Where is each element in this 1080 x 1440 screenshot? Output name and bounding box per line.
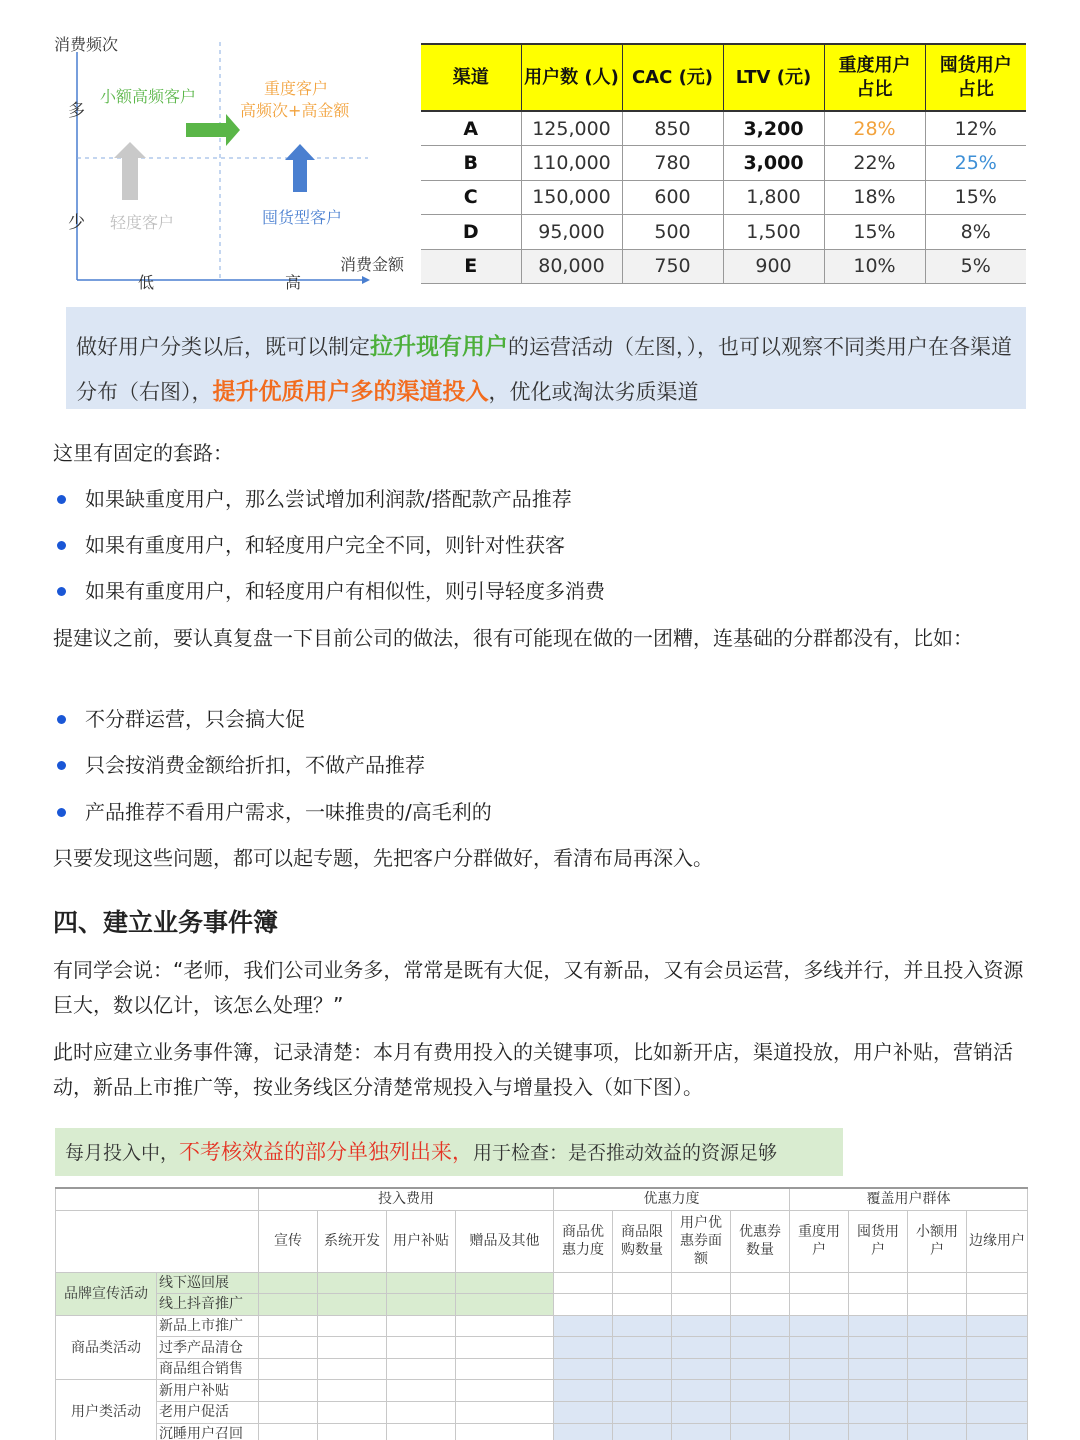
bullet-dot (57, 541, 66, 550)
item-cell: 过季产品清仓 (157, 1337, 259, 1359)
table-cell: E (421, 249, 521, 284)
col-header: 优惠券数量 (731, 1210, 790, 1272)
table-cell: 22% (824, 146, 925, 181)
table-cell: 80,000 (521, 249, 622, 284)
table-row (56, 1423, 1028, 1440)
col-header: 重度用户 (790, 1210, 849, 1272)
header-corner (56, 1188, 259, 1210)
table-cell: D (421, 215, 521, 250)
highlight-orange: 提升优质用户多的渠道投入 (212, 379, 489, 405)
paragraph: 只要发现这些问题，都可以起专题，先把客户分群做好，看清布局再深入。 (53, 846, 713, 870)
col-header: 用户补贴 (387, 1210, 456, 1272)
col-header: 用户优惠券面额 (672, 1210, 731, 1272)
table-cell: 3,000 (723, 146, 824, 181)
bullet-dot (57, 808, 66, 817)
table-row (56, 1315, 1028, 1337)
customer-quadrant-figure (50, 30, 420, 295)
green-right-arrow (186, 114, 240, 146)
business-events-table (55, 1187, 1028, 1440)
table-cell: 10% (824, 249, 925, 284)
item-cell: 新用户补贴 (157, 1380, 259, 1402)
table-cell: 125,000 (521, 111, 622, 146)
summary-note: 做好用户分类以后，既可以制定拉升现有用户的运营活动（左图，），也可以观察不同类用户在各渠道分布（右图），提升优质用户多的渠道投入，优化或淘汰劣质渠道 (66, 307, 1026, 409)
paragraph: 此时应建立业务事件簿，记录清楚：本月有费用投入的关键事项，比如新开店，渠道投放，用户补贴，营销活动，新品上市推广等，按业务线区分清楚常规投入与增量投入（如下图）。 (53, 1040, 1013, 1099)
highlight-green: 拉升现有用户 (370, 334, 508, 360)
item-cell: 沉睡用户召回 (157, 1423, 259, 1440)
bullet-dot (57, 715, 66, 724)
paragraph: 有同学会说：“老师，我们公司业务多，常常是既有大促，又有新品，又有会员运营，多线并行，并且投入资源巨大，数以亿计，该怎么处理？” (53, 958, 1024, 1017)
y-high-label: 多 (68, 101, 85, 121)
y-low-label: 少 (68, 213, 85, 233)
header-ltv: LTV (元) (723, 44, 824, 111)
header-corner (56, 1210, 259, 1272)
highlight-red: 不考核效益的部分单独列出来， (179, 1140, 474, 1164)
table-row (421, 146, 1026, 181)
table-row (56, 1294, 1028, 1316)
table-row (56, 1402, 1028, 1424)
col-header: 赠品及其他 (456, 1210, 554, 1272)
header-cac: CAC (元) (622, 44, 723, 111)
list-item: 只会按消费金额给折扣，不做产品推荐 (53, 748, 1028, 783)
table-cell: 1,500 (723, 215, 824, 250)
table-cell: 95,000 (521, 215, 622, 250)
col-header: 商品优惠力度 (554, 1210, 613, 1272)
blue-up-arrow (285, 144, 315, 192)
item-cell: 商品组合销售 (157, 1358, 259, 1380)
table-cell: 900 (723, 249, 824, 284)
category-cell: 商品类活动 (56, 1315, 157, 1380)
table-cell: A (421, 111, 521, 146)
group-header-discount: 优惠力度 (554, 1188, 790, 1210)
table-cell: C (421, 180, 521, 215)
table-cell: 110,000 (521, 146, 622, 181)
table-cell: 5% (925, 249, 1026, 284)
table-row (56, 1380, 1028, 1402)
col-header: 系统开发 (318, 1210, 387, 1272)
item-cell: 新品上市推广 (157, 1315, 259, 1337)
x-axis-arrow (362, 276, 370, 284)
list-item: 产品推荐不看用户需求，一味推贵的/高毛利的 (53, 795, 1028, 830)
top-left-label: 小额高频客户 (100, 87, 197, 106)
item-cell: 线上抖音推广 (157, 1294, 259, 1316)
list-item: 如果有重度用户，和轻度用户有相似性，则引导轻度多消费 (53, 574, 1028, 609)
list-item: 如果有重度用户，和轻度用户完全不同，则针对性获客 (53, 528, 1028, 563)
item-cell: 老用户促活 (157, 1402, 259, 1424)
intro-text: 这里有固定的套路： (53, 441, 233, 465)
table-row (56, 1358, 1028, 1380)
gray-up-arrow (114, 142, 146, 200)
header-heavy-ratio: 重度用户 占比 (824, 44, 925, 111)
monthly-note: 每月投入中，不考核效益的部分单独列出来，用于检查：是否推动效益的资源足够 (55, 1128, 843, 1176)
section-heading: 四、建立业务事件簿 (53, 908, 279, 937)
table-row (56, 1272, 1028, 1294)
x-axis-label: 消费金额 (340, 255, 405, 274)
group-header-coverage: 覆盖用户群体 (790, 1188, 1028, 1210)
table-cell: 500 (622, 215, 723, 250)
col-header: 商品限购数量 (613, 1210, 672, 1272)
category-cell: 用户类活动 (56, 1380, 157, 1440)
table-cell: 750 (622, 249, 723, 284)
col-header: 宣传 (259, 1210, 318, 1272)
bullet-dot (57, 587, 66, 596)
bottom-left-label: 轻度客户 (110, 213, 175, 232)
table-cell: 12% (925, 111, 1026, 146)
header-channel: 渠道 (421, 44, 521, 111)
table-cell: 150,000 (521, 180, 622, 215)
item-cell: 线下巡回展 (157, 1272, 259, 1294)
table-cell: 15% (824, 215, 925, 250)
table-row (56, 1337, 1028, 1359)
list-item: 如果缺重度用户，那么尝试增加利润款/搭配款产品推荐 (53, 482, 1028, 517)
table-cell-highlight: 25% (925, 146, 1026, 181)
table-cell: 3,200 (723, 111, 824, 146)
channel-table (421, 43, 1026, 284)
table-cell-highlight: 28% (824, 111, 925, 146)
table-row (421, 180, 1026, 215)
paragraph: 提建议之前，要认真复盘一下目前公司的做法，很有可能现在做的一团糟，连基础的分群都没有，比如： (53, 626, 973, 650)
bullet-dot (57, 761, 66, 770)
y-axis-label: 消费频次 (54, 35, 119, 54)
col-header: 囤货用户 (849, 1210, 908, 1272)
header-users: 用户数 (人) (521, 44, 622, 111)
category-cell: 品牌宣传活动 (56, 1272, 157, 1315)
table-cell: 1,800 (723, 180, 824, 215)
table-cell: 850 (622, 111, 723, 146)
x-high-label: 高 (285, 273, 302, 292)
top-right-label-1: 重度客户 (264, 79, 329, 98)
table-row (421, 249, 1026, 284)
table-row (421, 111, 1026, 146)
group-header-cost: 投入费用 (259, 1188, 554, 1210)
table-cell: 780 (622, 146, 723, 181)
header-hoard-ratio: 囤货用户 占比 (925, 44, 1026, 111)
col-header: 小额用户 (908, 1210, 967, 1272)
table-row (421, 215, 1026, 250)
table-cell: 15% (925, 180, 1026, 215)
bullet-dot (57, 495, 66, 504)
col-header: 边缘用户 (967, 1210, 1028, 1272)
list-item: 不分群运营，只会搞大促 (53, 702, 1028, 737)
top-right-label-2: 高频次+高金额 (240, 101, 350, 120)
x-low-label: 低 (138, 273, 155, 292)
table-cell: 18% (824, 180, 925, 215)
table-cell: 8% (925, 215, 1026, 250)
table-cell: B (421, 146, 521, 181)
table-cell: 600 (622, 180, 723, 215)
bottom-right-label: 囤货型客户 (262, 208, 343, 227)
